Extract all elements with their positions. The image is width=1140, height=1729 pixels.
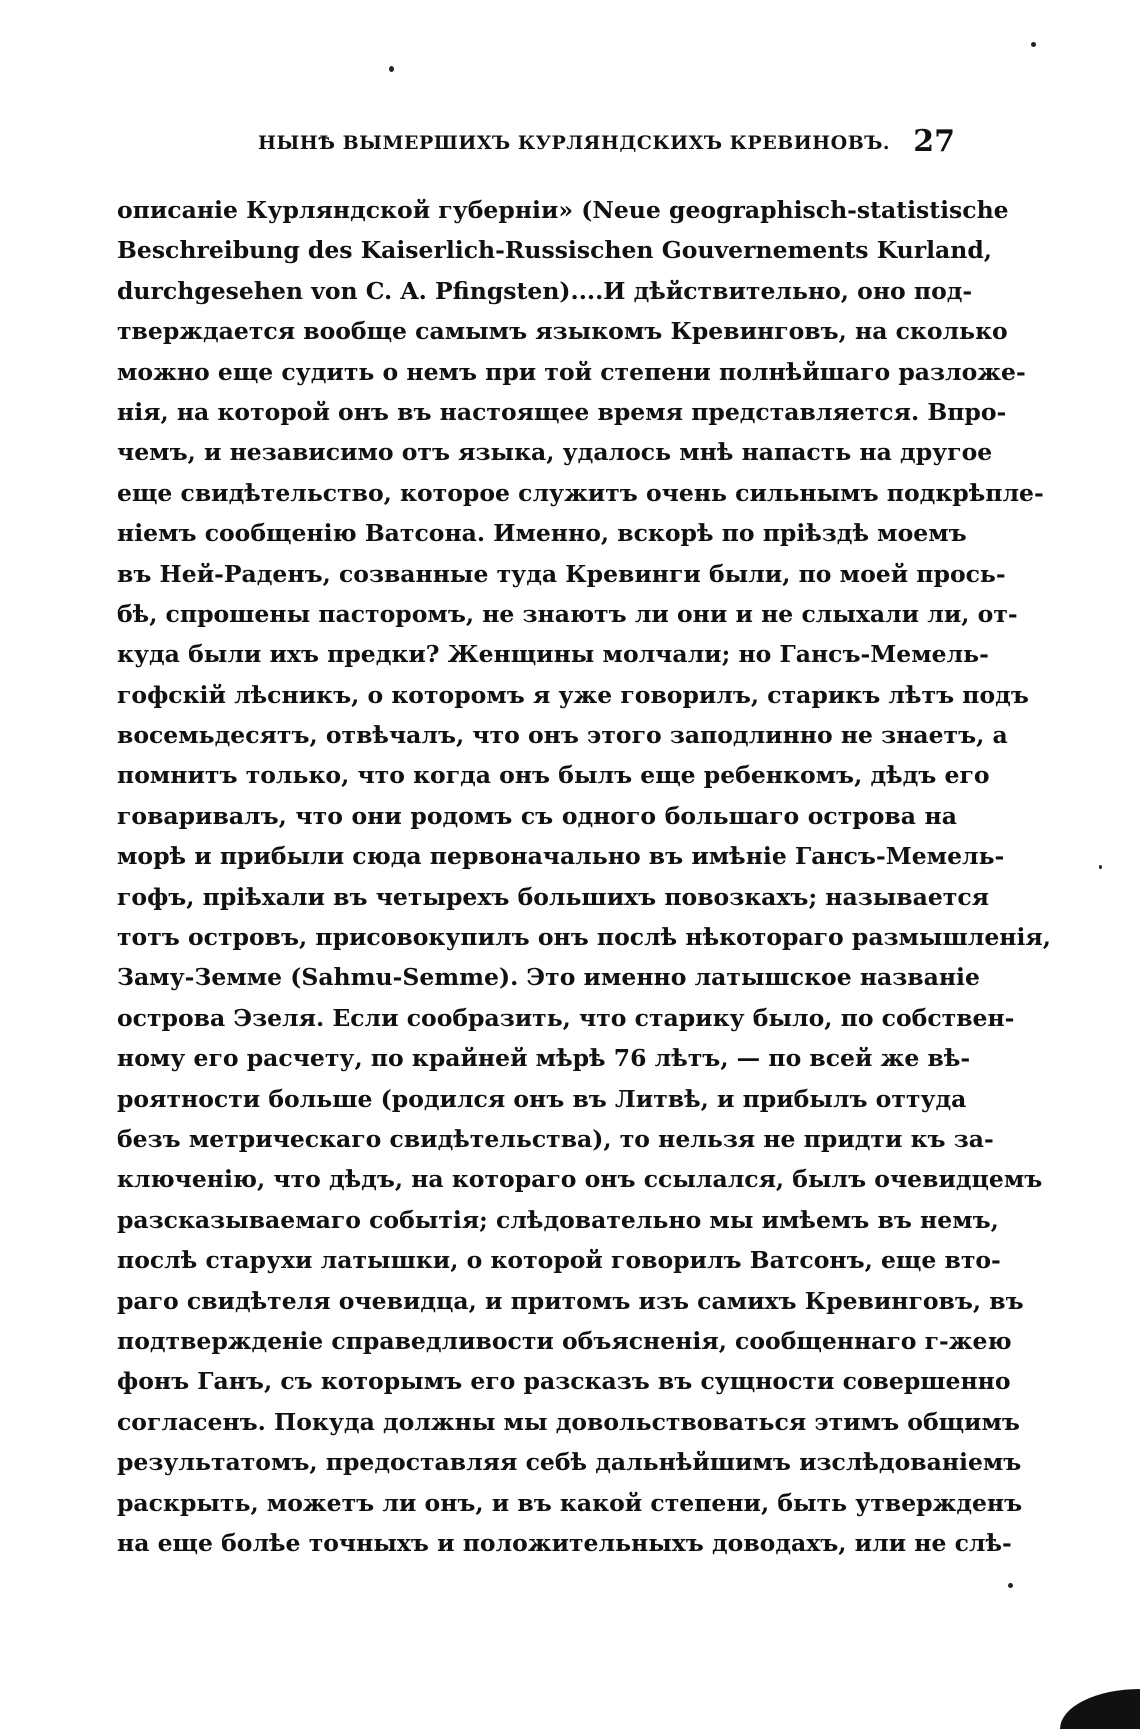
- scan-speck: [1031, 42, 1036, 47]
- text-line: на еще болѣе точныхъ и положительныхъ доводахъ, или не слѣ-: [117, 1528, 1012, 1557]
- text-line: описаніе Курляндской губерніи» (Neue geographisch-statistische: [117, 196, 1009, 224]
- text-line: ніемъ сообщенію Ватсона. Именно, вскорѣ по пріѣздѣ моемъ: [117, 519, 967, 548]
- text-line: куда были ихъ предки? Женщины молчали; но Гансъ-Мемель-: [117, 640, 989, 669]
- text-line: результатомъ, предоставляя себѣ дальнѣйшимъ изслѣдованіемъ: [117, 1448, 1022, 1477]
- running-title: НЫНѢ ВЫМЕРШИХЪ КУРЛЯНДСКИХЪ КРЕВИНОВЪ.: [258, 132, 891, 154]
- text-line: тверждается вообще самымъ языкомъ Кревинговъ, на сколько: [117, 317, 1008, 346]
- text-line: роятности больше (родился онъ въ Литвѣ, и прибылъ оттуда: [117, 1084, 967, 1113]
- text-line: еще свидѣтельство, которое служитъ очень сильнымъ подкрѣпле-: [117, 478, 1044, 507]
- page-number: 27: [913, 124, 955, 159]
- scan-edge-mark: [1060, 1689, 1140, 1729]
- text-line: въ Ней-Раденъ, созванные туда Кревинги были, по моей прось-: [117, 559, 1006, 588]
- text-line: фонъ Ганъ, съ которымъ его разсказъ въ сущности совершенно: [117, 1367, 1011, 1396]
- text-line: помнитъ только, что когда онъ былъ еще ребенкомъ, дѣдъ его: [117, 761, 990, 790]
- text-line: нія, на которой онъ въ настоящее время представляется. Впро-: [117, 397, 1007, 426]
- text-line: тотъ островъ, присовокупилъ онъ послѣ нѣкотораго размышленія,: [117, 923, 1051, 952]
- text-line: чемъ, и независимо отъ языка, удалось мнѣ напасть на другое: [117, 438, 993, 467]
- text-line: гофскій лѣсникъ, о которомъ я уже говорилъ, старикъ лѣтъ подъ: [117, 680, 1029, 709]
- body-text: [117, 190, 1051, 1563]
- text-line: бѣ, спрошены пасторомъ, не знаютъ ли они и не слыхали ли, от-: [117, 599, 1018, 628]
- text-line: гофъ, пріѣхали въ четырехъ большихъ повозкахъ; называется: [117, 882, 990, 911]
- running-head: [118, 124, 955, 164]
- text-line: говаривалъ, что они родомъ съ одного большаго острова на: [117, 801, 957, 830]
- scan-speck: [389, 66, 394, 72]
- text-line: безъ метрическаго свидѣтельства), то нельзя не придти къ за-: [117, 1124, 994, 1153]
- text-line: Beschreibung des Kaiserlich-Russischen Gouvernements Kurland,: [117, 236, 992, 265]
- scan-speck: [1008, 1583, 1013, 1588]
- text-line: раго свидѣтеля очевидца, и притомъ изъ самихъ Кревинговъ, въ: [117, 1286, 1024, 1315]
- scan-speck: [1099, 865, 1102, 869]
- text-line: ключенію, что дѣдъ, на котораго онъ ссылался, былъ очевидцемъ: [117, 1165, 1043, 1194]
- text-line: согласенъ. Покуда должны мы довольствоваться этимъ общимъ: [117, 1407, 1020, 1436]
- text-line: морѣ и прибыли сюда первоначально въ имѣніе Гансъ-Мемель-: [117, 842, 1005, 871]
- text-line: можно еще судить о немъ при той степени полнѣйшаго разложе-: [117, 357, 1026, 386]
- text-line: острова Эзеля. Если сообразить, что старику было, по собствен-: [117, 1003, 1015, 1032]
- text-line: ному его расчету, по крайней мѣрѣ 76 лѣтъ, — по всей же вѣ-: [117, 1044, 971, 1073]
- text-line: разсказываемаго событія; слѣдовательно мы имѣемъ въ немъ,: [117, 1205, 999, 1234]
- text-line: послѣ старухи латышки, о которой говорилъ Ватсонъ, еще вто-: [117, 1246, 1001, 1275]
- text-line: durchgesehen von C. A. Pfingsten)....И дѣйствительно, оно под-: [117, 276, 973, 305]
- text-line: Заму-Земме (Sahmu-Semme). Это именно латышское названіе: [117, 963, 980, 992]
- text-line: подтвержденіе справедливости объясненія, сообщеннаго г-жею: [117, 1326, 1012, 1355]
- text-line: раскрыть, можетъ ли онъ, и въ какой степени, быть утвержденъ: [117, 1488, 1023, 1517]
- text-line: восемьдесятъ, отвѣчалъ, что онъ этого заподлинно не знаетъ, а: [117, 721, 1008, 750]
